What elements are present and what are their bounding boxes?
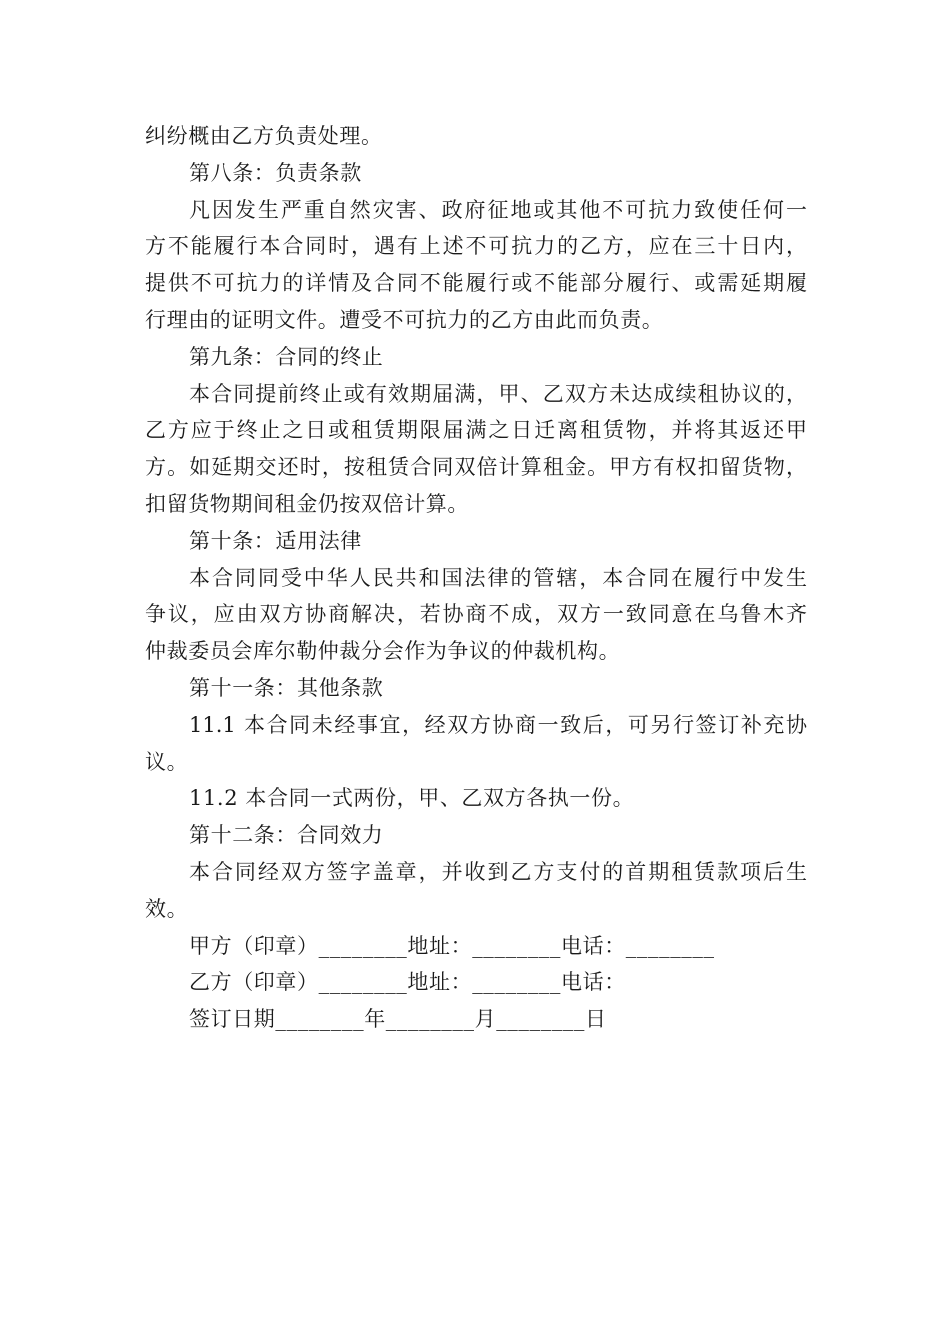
clause-heading: 第十二条：合同效力 xyxy=(189,823,384,848)
signature-line-party-b: 乙方（印章）________地址：________电话： xyxy=(189,970,626,995)
paragraph-line: 方。如延期交还时，按租赁合同双倍计算租金。甲方有权扣留货物， xyxy=(145,455,807,480)
paragraph-line: 本合同经双方签字盖章，并收到乙方支付的首期租赁款项后生 xyxy=(189,859,807,884)
paragraph-line: 提供不可抗力的详情及合同不能履行或不能部分履行、或需延期履 xyxy=(145,271,807,296)
clause-heading: 第十一条：其他条款 xyxy=(189,675,384,700)
signature-line-party-a: 甲方（印章）________地址：________电话：________ xyxy=(189,933,715,958)
clause-heading: 第八条：负责条款 xyxy=(189,160,362,185)
paragraph-line: 乙方应于终止之日或租赁期限届满之日迁离租赁物，并将其返还甲 xyxy=(145,418,807,443)
paragraph-line: 方不能履行本合同时，遇有上述不可抗力的乙方，应在三十日内， xyxy=(145,234,807,259)
paragraph-line: 扣留货物期间租金仍按双倍计算。 xyxy=(145,491,469,516)
clause-heading: 第九条：合同的终止 xyxy=(189,344,384,369)
paragraph-line: 议。 xyxy=(145,749,189,774)
clause-heading: 第十条：适用法律 xyxy=(189,528,362,553)
paragraph-line: 争议，应由双方协商解决，若协商不成，双方一致同意在乌鲁木齐 xyxy=(145,602,807,627)
paragraph-line: 仲裁委员会库尔勒仲裁分会作为争议的仲裁机构。 xyxy=(145,639,621,664)
paragraph-line: 11.1 本合同未经事宜，经双方协商一致后，可另行签订补充协 xyxy=(189,712,807,737)
paragraph-line: 本合同提前终止或有效期届满，甲、乙双方未达成续租协议的， xyxy=(189,381,807,406)
paragraph-line: 纠纷概由乙方负责处理。 xyxy=(145,124,383,148)
paragraph-line: 行理由的证明文件。遭受不可抗力的乙方由此而负责。 xyxy=(145,307,664,332)
paragraph-line: 11.2 本合同一式两份，甲、乙双方各执一份。 xyxy=(189,786,635,811)
paragraph-line: 效。 xyxy=(145,896,189,921)
paragraph-line: 凡因发生严重自然灾害、政府征地或其他不可抗力致使任何一 xyxy=(189,197,807,222)
document-page xyxy=(145,118,807,1038)
paragraph-line: 本合同同受中华人民共和国法律的管辖，本合同在履行中发生 xyxy=(189,565,807,590)
signing-date-line: 签订日期________年________月________日 xyxy=(189,1007,607,1032)
